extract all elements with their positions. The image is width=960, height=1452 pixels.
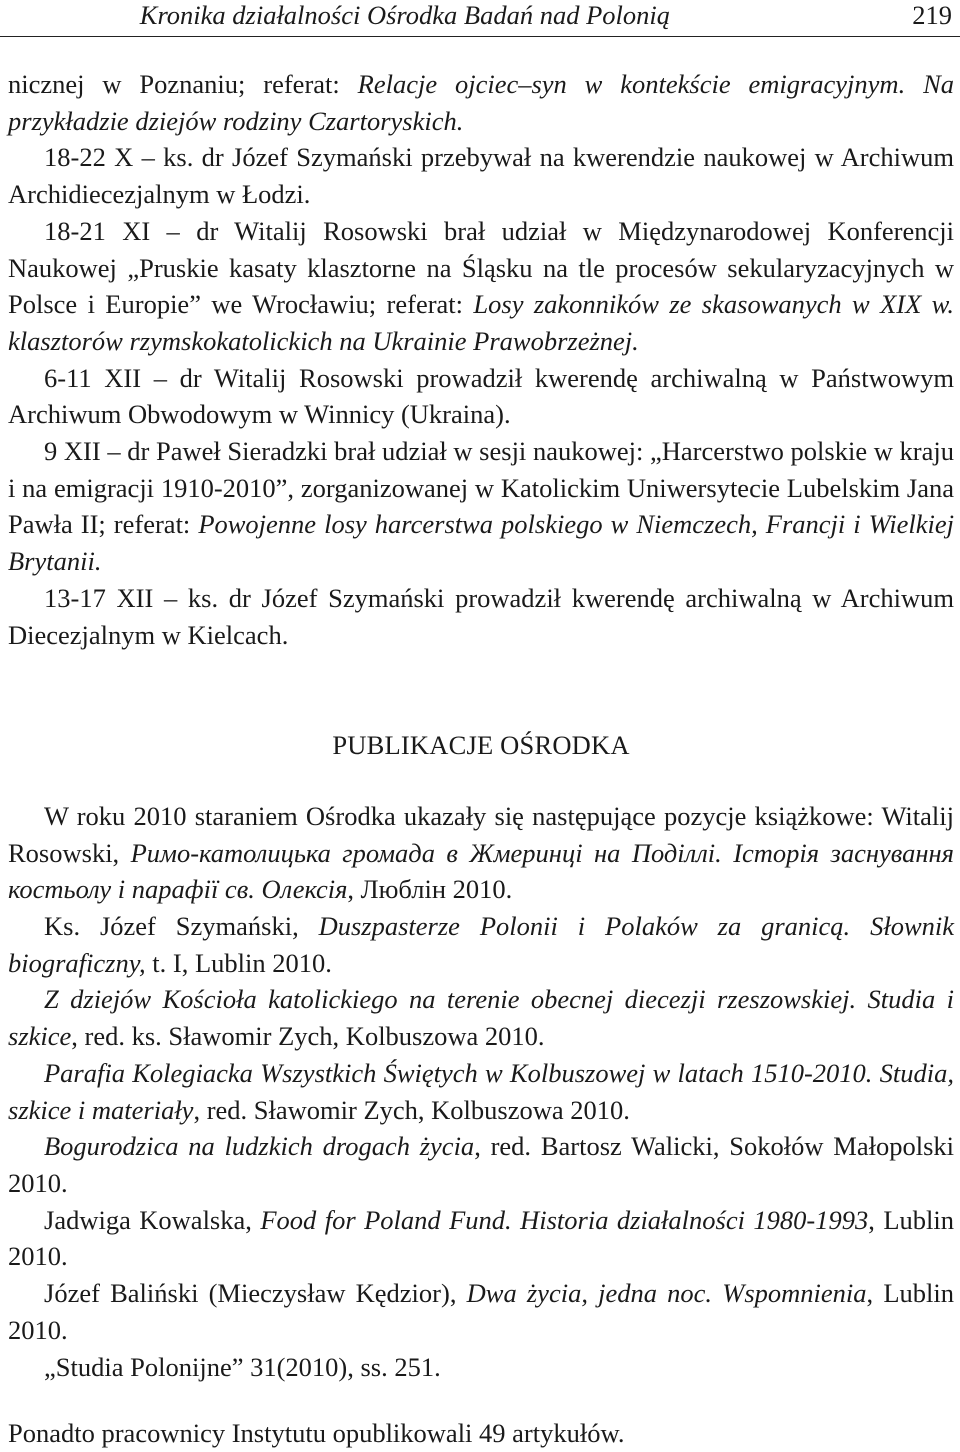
text-segment: 18-22 X – ks. dr Józef Szymański przebywał na kwerendzie naukowej w Archiwum Archidiecezjalnym w Łodzi. bbox=[8, 142, 954, 210]
publication-entry bbox=[8, 981, 954, 1054]
text-segment: Jadwiga Kowalska, bbox=[44, 1204, 261, 1235]
chronicle-entry bbox=[8, 580, 954, 653]
page-number: 219 bbox=[912, 0, 952, 30]
text-segment: , Lublin 2010. bbox=[8, 1204, 954, 1272]
section-gap bbox=[8, 1385, 954, 1415]
body-text bbox=[8, 66, 954, 1452]
chronicle-entries bbox=[8, 66, 954, 653]
italic-title: Bogurodzica na ludzkich drogach życia bbox=[44, 1131, 475, 1162]
section-heading: PUBLIKACJE OŚRODKA bbox=[332, 730, 630, 761]
italic-title: Losy zakonników ze skasowanych w XIX w. klasztorów rzymskokatolickich na Ukrainie Prawobrzeżnej. bbox=[8, 289, 954, 356]
publication-entry bbox=[8, 1275, 954, 1348]
chronicle-entry bbox=[8, 66, 954, 139]
text-segment: 6-11 XII – dr Witalij Rosowski prowadził kwerendę archiwalną w Państwowym Archiwum Obwodowym w Winnicy (Ukraina). bbox=[8, 362, 954, 430]
italic-title: Parafia Kolegiacka Wszystkich Świętych w Kolbuszowej w latach 1510-2010. Studia, szkice i materiały bbox=[8, 1057, 954, 1125]
text-segment: t. I, Lublin 2010. bbox=[145, 947, 332, 978]
chronicle-entry bbox=[8, 213, 954, 360]
chronicle-entry bbox=[8, 433, 954, 580]
publications-list bbox=[8, 798, 954, 1385]
publication-entry bbox=[8, 1202, 954, 1275]
running-head: Kronika działalności Ośrodka Badań nad Polonią bbox=[139, 0, 670, 30]
text-segment: Ks. Józef Szymański, bbox=[44, 911, 319, 942]
section-gap bbox=[8, 653, 954, 727]
text-segment: , red. ks. Sławomir Zych, Kolbuszowa 2010. bbox=[71, 1021, 545, 1052]
text-segment: , Lublin 2010. bbox=[8, 1278, 954, 1345]
closing-paragraph: Ponadto pracownicy Instytutu opublikowali 49 artykułów. bbox=[8, 1418, 625, 1449]
italic-title: Dwa życia, jedna noc. Wspomnienia bbox=[466, 1278, 867, 1309]
text-segment: 13-17 XII – ks. dr Józef Szymański prowadził kwerendę archiwalną w Archiwum Diecezjalnym w Kielcach. bbox=[8, 582, 954, 650]
text-segment: „Studia Polonijne” 31(2010), ss. 251. bbox=[44, 1351, 441, 1382]
text-segment: , Люблін 2010. bbox=[347, 874, 513, 905]
chronicle-entry bbox=[8, 360, 954, 433]
italic-title: Powojenne losy harcerstwa polskiego w Niemczech, Francji i Wielkiej Brytanii. bbox=[8, 509, 954, 577]
publication-entry bbox=[8, 908, 954, 981]
text-segment: Józef Baliński (Mieczysław Kędzior), bbox=[44, 1278, 467, 1309]
chronicle-entry bbox=[8, 139, 954, 212]
text-segment: nicznej w Poznaniu; referat: bbox=[8, 69, 358, 99]
publication-entry bbox=[8, 1349, 954, 1386]
text-segment: , red. Sławomir Zych, Kolbuszowa 2010. bbox=[193, 1094, 630, 1125]
text-segment: , red. Bartosz Walicki, Sokołów Małopolski 2010. bbox=[8, 1131, 954, 1198]
publication-entry bbox=[8, 1055, 954, 1128]
text-segment: W roku 2010 staraniem Ośrodka ukazały się następujące pozycje książkowe: Witalij Rosowski, bbox=[8, 800, 954, 868]
text-segment: 18-21 XI – dr Witalij Rosowski brał udział w Międzynarodowej Konferencji Naukowej „Pruskie kasaty klasztorne na Śląsku na tle procesów sekularyzacyjnych w Polsce i Europie” we Wrocławiu; referat: bbox=[8, 215, 954, 320]
text-segment: 9 XII – dr Paweł Sieradzki brał udział w sesji naukowej: „Harcerstwo polskie w kraju i na emigracji 1910-2010”, zorganizowanej w Katolickim Uniwersytecie Lubelskim Jana Pawła II; referat: bbox=[8, 436, 954, 540]
page-header bbox=[0, 0, 960, 37]
italic-title: Relacje ojciec–syn w kontekście emigracyjnym. Na przykładzie dziejów rodziny Czartoryskich. bbox=[8, 69, 955, 136]
italic-title: Римо-католицька громада в Жмеринці на Поділлі. Історія заснування костьолу і парафії св. Олексія bbox=[8, 837, 954, 905]
italic-title: Food for Poland Fund. Historia działalności 1980-1993 bbox=[260, 1204, 869, 1235]
publication-entry bbox=[8, 1128, 954, 1201]
italic-title: Z dziejów Kościoła katolickiego na terenie obecnej diecezji rzeszowskiej. Studia i szkice bbox=[8, 984, 954, 1052]
publication-entry bbox=[8, 798, 954, 908]
italic-title: Duszpasterze Polonii i Polaków za granicą. Słownik biograficzny, bbox=[8, 911, 954, 978]
section-gap bbox=[8, 764, 954, 798]
